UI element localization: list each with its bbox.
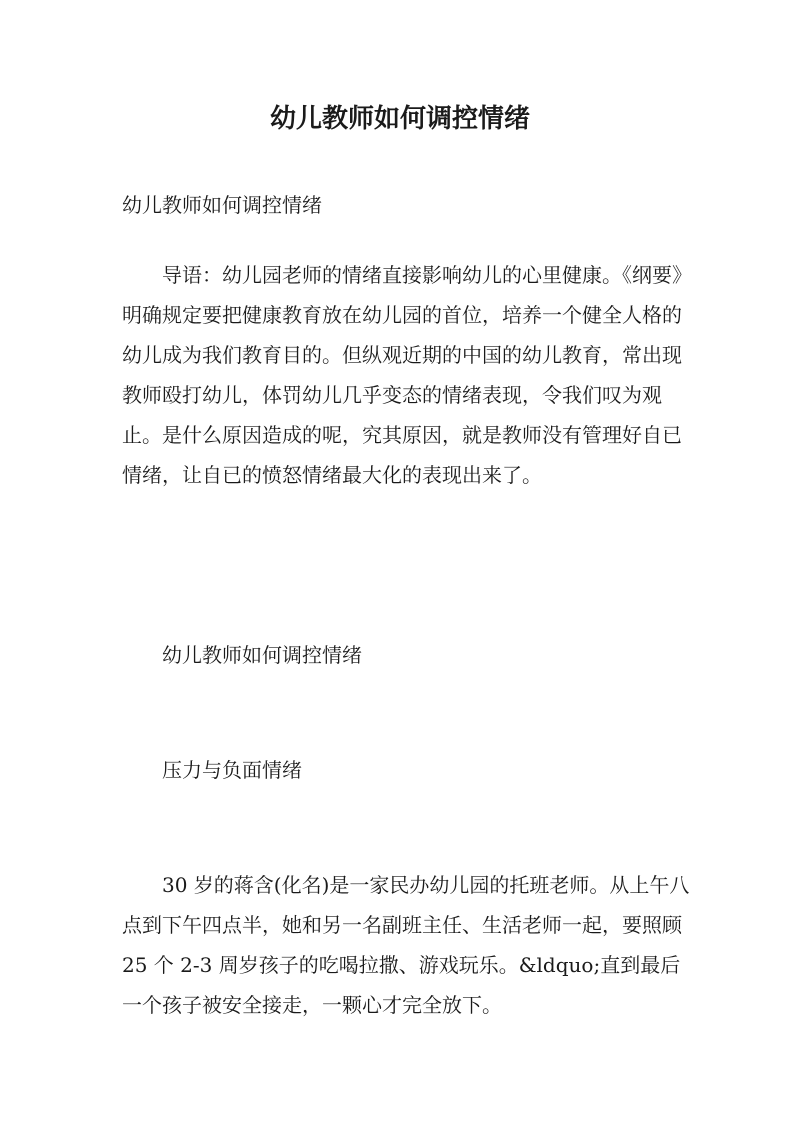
body-paragraph: 30 岁的蒋含(化名)是一家民办幼儿园的托班老师。从上午八点到下午四点半，她和另一名副班主任、生活老师一起，要照顾25 个 2-3 周岁孩子的吃喝拉撒、游戏玩乐。&ldquo;直到最后一个孩子被安全接走，一颗心才完全放下。 [122,873,690,1017]
section-heading-pressure: 压力与负面情绪 [162,758,302,782]
section-heading-main: 幼儿教师如何调控情绪 [162,643,362,667]
document-subtitle: 幼儿教师如何调控情绪 [122,193,322,217]
document-title: 幼儿教师如何调控情绪 [269,104,530,134]
intro-paragraph: 导语：幼儿园老师的情绪直接影响幼儿的心里健康。《纲要》明确规定要把健康教育放在幼儿园的首位，培养一个健全人格的幼儿成为我们教育目的。但纵观近期的中国的幼儿教育，常出现教师殴打幼儿，体罚幼儿几乎变态的情绪表现，令我们叹为观止。是什么原因造成的呢，究其原因，就是教师没有管理好自已情绪，让自已的愤怒情绪最大化的表现出来了。 [122,263,692,487]
